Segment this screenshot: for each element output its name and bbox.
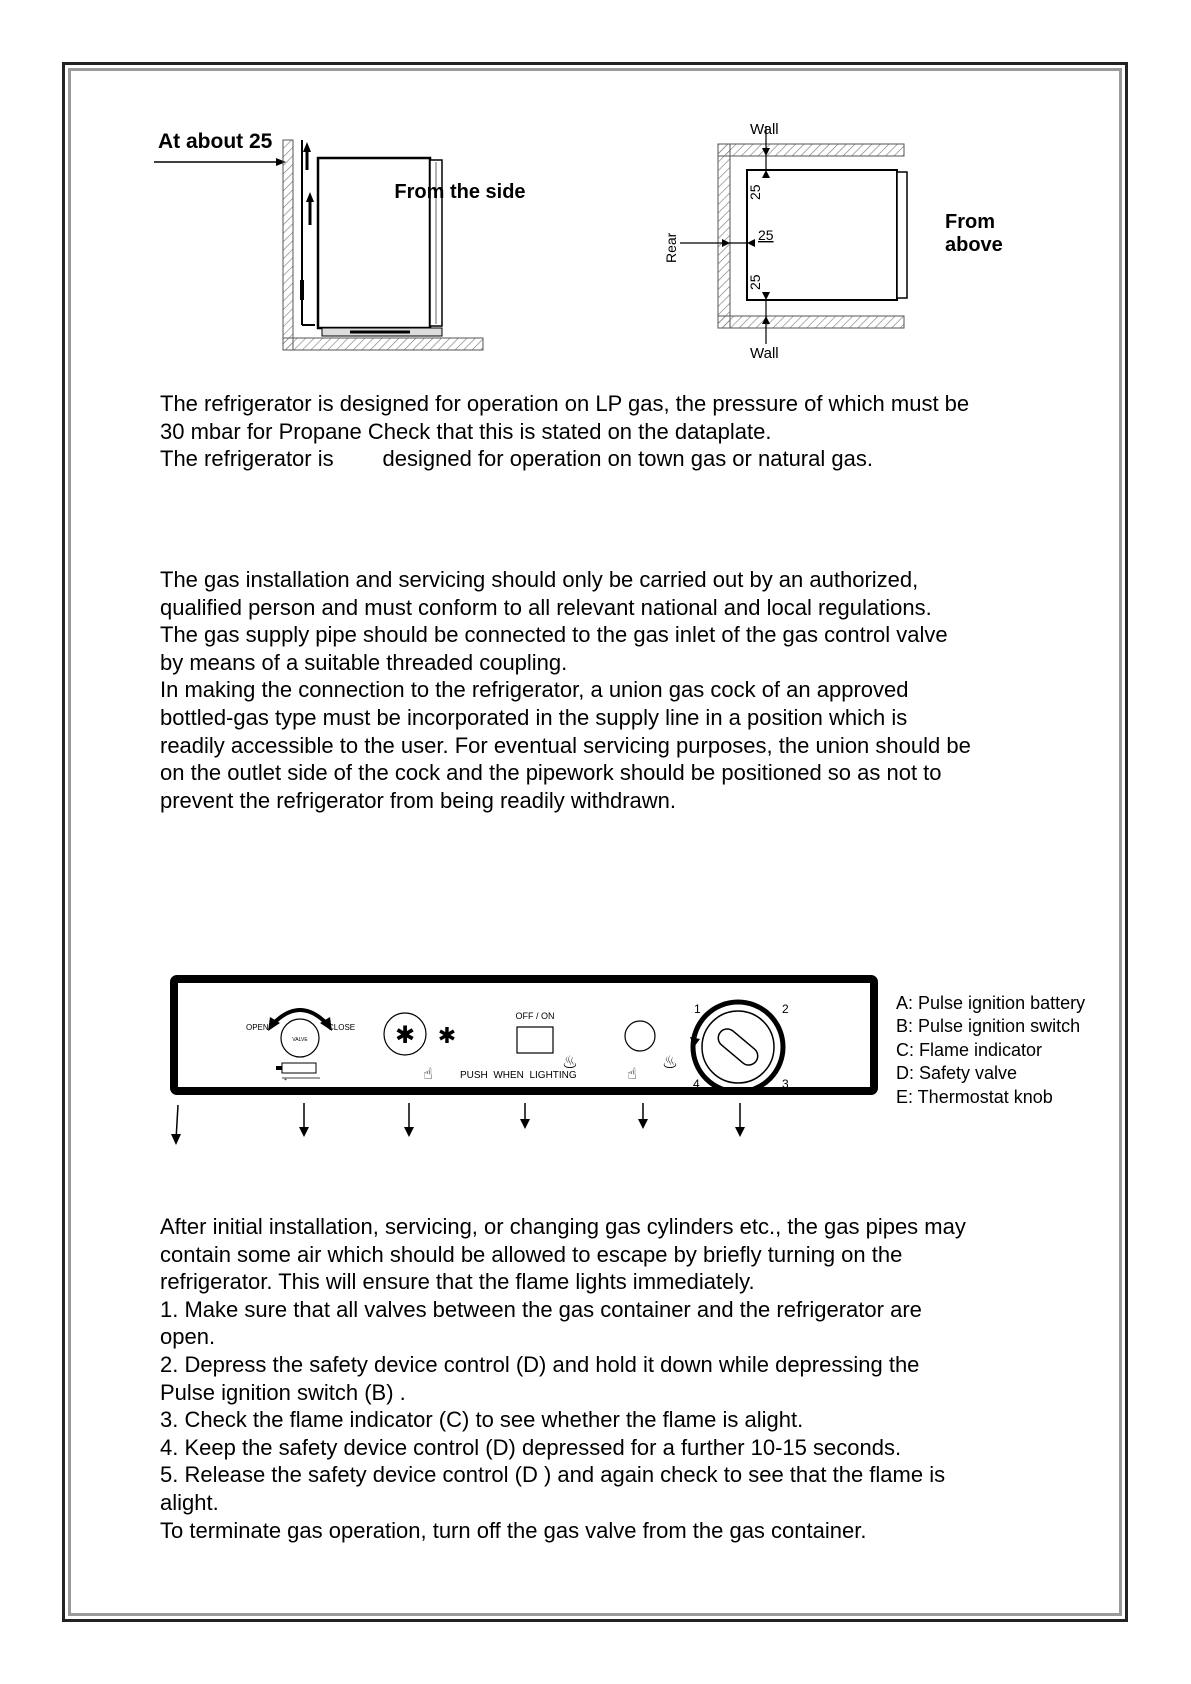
dim-rear: 25 — [758, 227, 774, 243]
legend-item: B: Pulse ignition switch — [896, 1016, 1081, 1037]
text-line: by means of a suitable threaded coupling. — [160, 649, 568, 675]
valve-text: VALVE — [292, 1037, 308, 1043]
knob-mark-3: 3 — [782, 1077, 789, 1091]
paragraph-lp-gas — [160, 390, 1060, 473]
top-wall-label: Wall — [750, 121, 779, 138]
legend-item: D: Safety valve — [896, 1063, 1018, 1084]
legend-item: E: Thermostat knob — [896, 1086, 1053, 1107]
side-view-label: From the side — [394, 181, 526, 203]
text-line: In making the connection to the refrigerator, a union gas cock of an approved — [160, 677, 909, 703]
bottom-wall-hatch — [718, 316, 904, 328]
paragraph-installation — [160, 566, 1060, 814]
rear-wall-hatch — [718, 144, 730, 328]
text-line: The refrigerator is designed for operation on LP gas, the pressure of which must be — [160, 391, 970, 416]
knob-mark-4: 4 — [693, 1077, 700, 1091]
knob-mark-2: 2 — [782, 1002, 789, 1016]
text-line: 3. Check the flame indicator (C) to see whether the flame is alight. — [160, 1407, 804, 1433]
rear-label: Rear — [663, 232, 679, 263]
top-view-diagram — [660, 118, 1030, 368]
off-on-switch — [517, 1027, 553, 1053]
paragraph-operation — [160, 1213, 1060, 1544]
text-line: 30 mbar for Propane Check that this is stated on the dataplate. — [160, 418, 772, 444]
control-legend — [896, 992, 1085, 1109]
legend-item: C: Flame indicator — [896, 1039, 1043, 1060]
text-line: To terminate gas operation, turn off the gas valve from the gas container. — [160, 1517, 867, 1543]
flame-indicator — [625, 1021, 655, 1051]
svg-text:✱: ✱ — [437, 1023, 457, 1048]
dim-bottom: 25 — [747, 274, 763, 290]
text-line: qualified person and must conform to all relevant national and local regulations. — [160, 594, 932, 620]
text-line: open. — [160, 1324, 216, 1350]
svg-text:✱: ✱ — [394, 1022, 416, 1049]
dim-top: 25 — [747, 184, 763, 200]
side-wall-hatch — [283, 140, 293, 350]
knob-mark-1: 1 — [694, 1002, 701, 1016]
text-line: refrigerator. This will ensure that the flame lights immediately. — [160, 1269, 755, 1295]
hand-icon: ☝ — [423, 1066, 433, 1083]
text-line: 1. Make sure that all valves between the gas container and the refrigerator are — [160, 1296, 922, 1322]
text-line: on the outlet side of the cock and the pipework should be positioned so as not to — [160, 760, 942, 786]
off-on-label: OFF / ON — [515, 1011, 555, 1021]
side-view-diagram — [150, 120, 526, 370]
text-line: The gas supply pipe should be connected to the gas inlet of the gas control valve — [160, 622, 948, 648]
top-wall-hatch — [718, 144, 904, 156]
flame-icon: ♨ — [561, 1052, 579, 1072]
top-view-label-1: From — [945, 211, 995, 233]
text-line: The gas installation and servicing should only be carried out by an authorized, — [160, 567, 919, 592]
open-label: OPEN — [246, 1023, 269, 1032]
text-line: After initial installation, servicing, or changing gas cylinders etc., the gas pipes may — [160, 1214, 966, 1239]
svg-text:♨: ♨ — [661, 1052, 679, 1072]
svg-text:☝: ☝ — [627, 1066, 637, 1083]
text-line: bottled-gas type must be incorporated in the supply line in a position which is — [160, 704, 908, 730]
text-line: alight. — [160, 1489, 219, 1515]
svg-text:+: + — [284, 1077, 287, 1083]
text-line: contain some air which should be allowed to escape by briefly turning on the — [160, 1241, 903, 1267]
top-view-label-2: above — [945, 234, 1003, 256]
text-line: readily accessible to the user. For eventual servicing purposes, the union should be — [160, 732, 971, 758]
bottom-wall-label: Wall — [750, 345, 779, 362]
text-line: Pulse ignition switch (B) . — [160, 1379, 406, 1405]
close-label: CLOSE — [328, 1023, 356, 1032]
side-clearance-label: At about 25 — [158, 130, 273, 153]
side-floor-hatch — [283, 338, 483, 350]
legend-item: A: Pulse ignition battery — [896, 993, 1086, 1013]
text-line: prevent the refrigerator from being readily withdrawn. — [160, 787, 677, 813]
text-line: 2. Depress the safety device control (D) and hold it down while depressing the — [160, 1351, 920, 1377]
text-line: 4. Keep the safety device control (D) depressed for a further 10-15 seconds. — [160, 1434, 902, 1460]
push-when-lighting: PUSH WHEN LIGHTING — [460, 1070, 577, 1081]
control-panel-diagram — [170, 975, 890, 1150]
text-line: The refrigerator is designed for operation on town gas or natural gas. — [160, 446, 873, 472]
text-line: 5. Release the safety device control (D ) and again check to see that the flame is — [160, 1462, 946, 1488]
pointer-arrows — [176, 1103, 740, 1140]
